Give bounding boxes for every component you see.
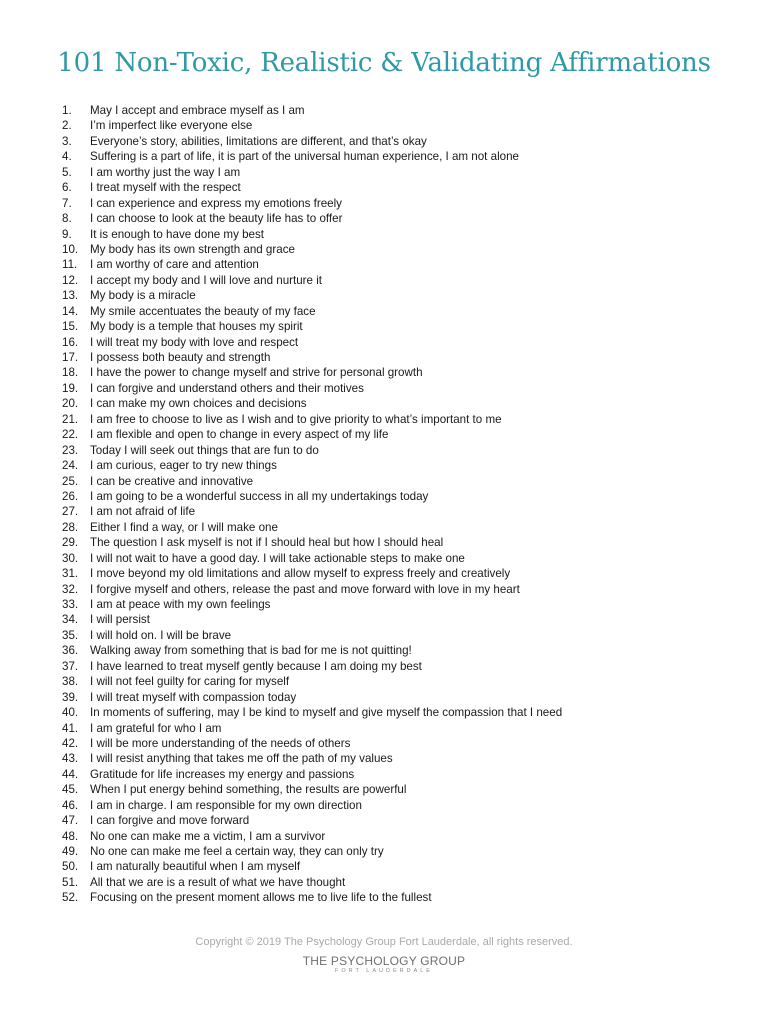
list-item: [62, 180, 722, 195]
item-number: 22.: [62, 428, 79, 442]
item-text: All that we are is a result of what we have thought: [90, 875, 346, 889]
list-item: [62, 304, 722, 319]
list-item: [62, 443, 722, 458]
item-text: My smile accentuates the beauty of my face: [90, 304, 316, 318]
item-text: I am going to be a wonderful success in all my undertakings today: [90, 489, 429, 503]
list-item: [62, 149, 722, 164]
list-item: [62, 628, 722, 643]
item-number: 4.: [62, 150, 72, 164]
list-item: [62, 659, 722, 674]
logo-wordmark: THE PSYCHOLOGY GROUP: [302, 954, 466, 968]
item-number: 9.: [62, 227, 72, 241]
list-item: [62, 813, 722, 828]
list-item: [62, 705, 722, 720]
item-number: 50.: [62, 860, 79, 874]
item-text: I will treat my body with love and respect: [90, 335, 299, 349]
list-item: [62, 288, 722, 303]
list-item: [62, 844, 722, 859]
list-item: [62, 890, 722, 905]
item-text: Suffering is a part of life, it is part of the universal human experience, I am not alone: [90, 150, 519, 164]
copyright-notice: Copyright © 2019 The Psychology Group Fort Lauderdale, all rights reserved.: [195, 936, 573, 948]
list-item: [62, 612, 722, 627]
item-number: 10.: [62, 242, 79, 256]
item-text: In moments of suffering, may I be kind to myself and give myself the compassion that I need: [90, 706, 563, 720]
item-number: 5.: [62, 165, 72, 179]
item-text: I will be more understanding of the needs of others: [90, 736, 351, 750]
list-item: [62, 211, 722, 226]
item-text: I am in charge. I am responsible for my own direction: [90, 798, 362, 812]
affirmations-list: [62, 103, 722, 906]
list-item: [62, 396, 722, 411]
item-text: No one can make me feel a certain way, they can only try: [90, 845, 384, 858]
list-item: [62, 582, 722, 597]
list-item: [62, 504, 722, 519]
psychology-group-logo: [0, 954, 768, 975]
item-text: I accept my body and I will love and nurture it: [90, 273, 322, 287]
item-text: My body is a miracle: [90, 289, 196, 303]
item-text: I can forgive and understand others and their motives: [90, 381, 364, 395]
item-number: 27.: [62, 505, 79, 519]
list-item: [62, 242, 722, 257]
item-number: 7.: [62, 196, 72, 210]
list-item: [62, 721, 722, 736]
item-text: My body has its own strength and grace: [90, 242, 295, 256]
item-number: 28.: [62, 520, 79, 534]
item-text: I possess both beauty and strength: [90, 351, 271, 364]
item-text: I will not wait to have a good day. I will take actionable steps to make one: [90, 551, 465, 565]
item-text: I can forgive and move forward: [90, 814, 250, 828]
list-item: [62, 736, 722, 751]
item-text: I have the power to change myself and strive for personal growth: [90, 366, 423, 380]
item-text: I treat myself with the respect: [90, 181, 241, 195]
list-item: [62, 597, 722, 612]
list-item: [62, 412, 722, 427]
list-item: [62, 350, 722, 365]
list-item: [62, 165, 722, 180]
list-item: [62, 535, 722, 550]
item-number: 2.: [62, 119, 72, 133]
list-item: [62, 427, 722, 442]
list-item: [62, 227, 722, 242]
item-number: 1.: [62, 104, 72, 117]
list-item: [62, 520, 722, 535]
item-text: I am flexible and open to change in every aspect of my life: [90, 428, 389, 442]
item-text: I will not feel guilty for caring for myself: [90, 675, 290, 689]
list-item: [62, 674, 722, 689]
item-text: I will resist anything that takes me off the path of my values: [90, 752, 393, 766]
item-text: I can be creative and innovative: [90, 474, 254, 488]
item-number: 47.: [62, 814, 79, 828]
item-number: 44.: [62, 767, 79, 781]
item-number: 16.: [62, 335, 79, 349]
item-number: 21.: [62, 412, 79, 426]
list-item: [62, 335, 722, 350]
item-text: I will hold on. I will be brave: [90, 628, 232, 642]
list-item: [62, 566, 722, 581]
item-number: 51.: [62, 875, 79, 889]
item-number: 35.: [62, 628, 79, 642]
item-number: 45.: [62, 783, 79, 797]
item-text: I am naturally beautiful when I am myself: [90, 860, 301, 874]
item-text: I have learned to treat myself gently because I am doing my best: [90, 659, 422, 673]
item-number: 15.: [62, 320, 79, 334]
item-number: 6.: [62, 181, 72, 195]
page-title: 101 Non-Toxic, Realistic & Validating Affirmations: [57, 48, 711, 78]
logo-subtitle: FORT LAUDERDALE: [335, 968, 433, 974]
item-text: I move beyond my old limitations and allow myself to express freely and creatively: [90, 567, 511, 581]
list-item: [62, 103, 722, 118]
item-text: Gratitude for life increases my energy and passions: [90, 767, 355, 781]
item-number: 39.: [62, 690, 79, 704]
list-item: [62, 767, 722, 782]
list-item: [62, 381, 722, 396]
item-text: Either I find a way, or I will make one: [90, 520, 278, 534]
item-number: 26.: [62, 489, 79, 503]
item-number: 46.: [62, 798, 79, 812]
item-number: 19.: [62, 381, 79, 395]
item-text: Focusing on the present moment allows me to live life to the fullest: [90, 891, 432, 905]
list-item: [62, 798, 722, 813]
item-text: Everyone’s story, abilities, limitations are different, and that’s okay: [90, 134, 427, 148]
item-text: I am not afraid of life: [90, 505, 196, 519]
item-number: 20.: [62, 397, 79, 411]
item-number: 42.: [62, 736, 79, 750]
list-item: [62, 551, 722, 566]
item-number: 48.: [62, 829, 79, 843]
item-text: I am grateful for who I am: [90, 721, 222, 735]
item-number: 3.: [62, 134, 72, 148]
item-number: 23.: [62, 443, 79, 457]
list-item: [62, 365, 722, 380]
item-number: 30.: [62, 551, 79, 565]
item-text: My body is a temple that houses my spirit: [90, 320, 303, 334]
item-number: 24.: [62, 459, 79, 473]
item-text: The question I ask myself is not if I should heal but how I should heal: [90, 536, 444, 550]
item-number: 32.: [62, 582, 79, 596]
item-text: I am worthy just the way I am: [90, 165, 241, 179]
item-text: I am at peace with my own feelings: [90, 598, 271, 611]
item-number: 52.: [62, 891, 79, 905]
list-item: [62, 489, 722, 504]
list-item: [62, 196, 722, 211]
item-number: 38.: [62, 675, 79, 689]
item-number: 8.: [62, 212, 72, 226]
list-item: [62, 319, 722, 334]
item-text: No one can make me a victim, I am a survivor: [90, 829, 326, 843]
item-text: May I accept and embrace myself as I am: [90, 104, 305, 117]
item-number: 18.: [62, 366, 79, 380]
item-number: 25.: [62, 474, 79, 488]
item-number: 29.: [62, 536, 79, 550]
item-number: 17.: [62, 351, 79, 364]
item-number: 12.: [62, 273, 79, 287]
item-text: I will treat myself with compassion today: [90, 690, 297, 704]
item-number: 41.: [62, 721, 79, 735]
item-number: 14.: [62, 304, 79, 318]
item-text: I can make my own choices and decisions: [90, 397, 307, 411]
item-text: I can choose to look at the beauty life has to offer: [90, 212, 343, 226]
list-item: [62, 257, 722, 272]
list-item: [62, 118, 722, 133]
list-item: [62, 273, 722, 288]
item-number: 40.: [62, 706, 79, 720]
item-number: 43.: [62, 752, 79, 766]
item-text: I will persist: [90, 613, 150, 627]
item-number: 11.: [62, 258, 78, 272]
list-item: [62, 134, 722, 149]
item-number: 34.: [62, 613, 79, 627]
item-text: Today I will seek out things that are fun to do: [90, 443, 319, 457]
item-text: Walking away from something that is bad for me is not quitting!: [90, 644, 412, 658]
list-item: [62, 690, 722, 705]
list-item: [62, 751, 722, 766]
item-text: When I put energy behind something, the results are powerful: [90, 783, 407, 797]
item-text: I forgive myself and others, release the past and move forward with love in my heart: [90, 582, 520, 596]
item-text: I am curious, eager to try new things: [90, 459, 277, 473]
item-number: 31.: [62, 567, 79, 581]
item-number: 36.: [62, 644, 79, 658]
list-item: [62, 829, 722, 844]
item-number: 13.: [62, 289, 79, 303]
list-item: [62, 458, 722, 473]
item-text: I can experience and express my emotions freely: [90, 196, 342, 210]
list-item: [62, 859, 722, 874]
item-number: 33.: [62, 598, 79, 611]
item-number: 37.: [62, 659, 79, 673]
list-item: [62, 643, 722, 658]
list-item: [62, 782, 722, 797]
item-text: It is enough to have done my best: [90, 227, 265, 241]
list-item: [62, 875, 722, 890]
list-item: [62, 474, 722, 489]
item-text: I am worthy of care and attention: [90, 258, 259, 272]
item-text: I am free to choose to live as I wish and to give priority to what’s important to me: [90, 412, 502, 426]
item-text: I’m imperfect like everyone else: [90, 119, 253, 133]
item-number: 49.: [62, 845, 79, 858]
